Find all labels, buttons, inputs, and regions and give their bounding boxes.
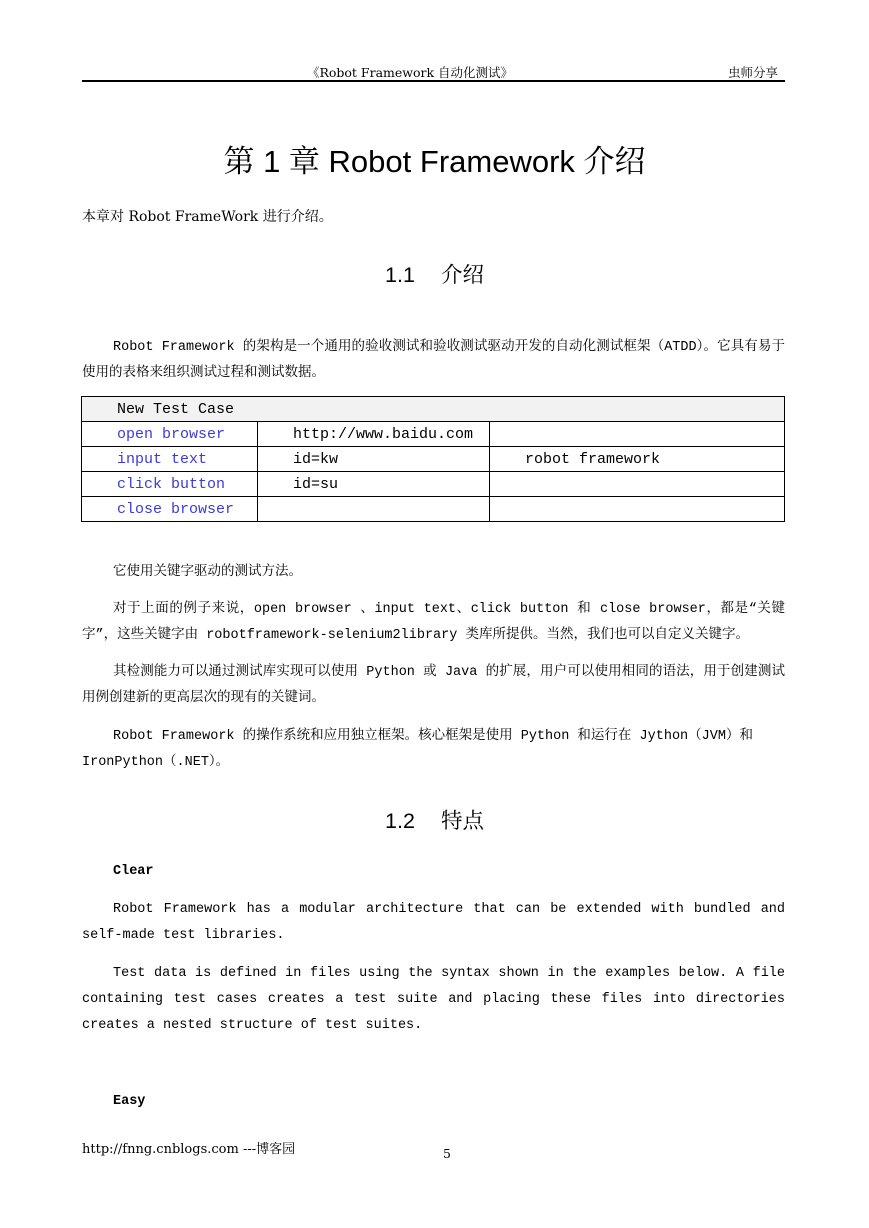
chapter-title: 第 1 章 Robot Framework 介绍 xyxy=(223,144,646,179)
paragraph-extension: 其检测能力可以通过测试库实现可以使用 Python 或 Java 的扩展，用户可以使用相同的语法，用于创建测试用例创建新的更高层次的现有的关键词。 xyxy=(82,665,785,706)
page-number: 5 xyxy=(443,1146,451,1161)
table-row xyxy=(82,422,785,447)
argument-cell: id=kw xyxy=(258,447,490,472)
subheading-clear: Clear xyxy=(113,864,154,879)
argument-cell xyxy=(490,422,785,447)
argument-cell xyxy=(490,497,785,522)
keyword-cell: open browser xyxy=(82,422,258,447)
section-title: 特点 xyxy=(440,809,484,833)
paragraph-platform: Robot Framework 的操作系统和应用独立框架。核心框架是使用 Python 和运行在 Jython（JVM）和 IronPython（.NET）。 xyxy=(82,729,753,770)
paragraph-architecture: Robot Framework 的架构是一个通用的验收测试和验收测试驱动开发的自动化测试框架（ATDD）。它具有易于使用的表格来组织测试过程和测试数据。 xyxy=(82,340,785,381)
section-number: 1.1 xyxy=(385,263,415,287)
chapter-intro: 本章对 Robot FrameWork 进行介绍。 xyxy=(82,209,333,225)
section-heading-1-2 xyxy=(0,804,869,835)
paragraph-modular: Robot Framework has a modular architecture that can be extended with bundled and self-made test libraries. xyxy=(82,902,785,943)
table-row xyxy=(82,472,785,497)
keyword-cell: input text xyxy=(82,447,258,472)
argument-cell: http://www.baidu.com xyxy=(258,422,490,447)
running-header-title: 《Robot Framework 自动化测试》 xyxy=(306,65,514,80)
table-header: New Test Case xyxy=(82,397,785,422)
section-heading-1-1 xyxy=(0,258,869,289)
footer-url: http://fnng.cnblogs.com ---博客园 xyxy=(82,1142,296,1157)
section-title: 介绍 xyxy=(440,263,484,287)
header-rule xyxy=(82,80,785,82)
argument-cell: id=su xyxy=(258,472,490,497)
section-number: 1.2 xyxy=(385,809,415,833)
running-header-author: 虫师分享 xyxy=(728,65,779,80)
paragraph-test-data: Test data is defined in files using the syntax shown in the examples below. A file containing test cases creates a test suite and placing these files into directories creates a nested structure of test suites. xyxy=(82,966,785,1033)
test-case-table xyxy=(81,396,785,522)
paragraph-keywords-example: 对于上面的例子来说，open browser 、input text、click button 和 close browser，都是“关键字”，这些关键字由 robotframework-selenium2library 类库所提供。当然，我们也可以自定义关键字。 xyxy=(82,602,785,643)
argument-cell xyxy=(490,472,785,497)
table-row xyxy=(82,447,785,472)
paragraph-keyword-driven: 它使用关键字驱动的测试方法。 xyxy=(113,565,302,580)
argument-cell: robot framework xyxy=(490,447,785,472)
table-row xyxy=(82,497,785,522)
subheading-easy: Easy xyxy=(113,1094,146,1109)
argument-cell xyxy=(258,497,490,522)
keyword-cell: close browser xyxy=(82,497,258,522)
keyword-cell: click button xyxy=(82,472,258,497)
